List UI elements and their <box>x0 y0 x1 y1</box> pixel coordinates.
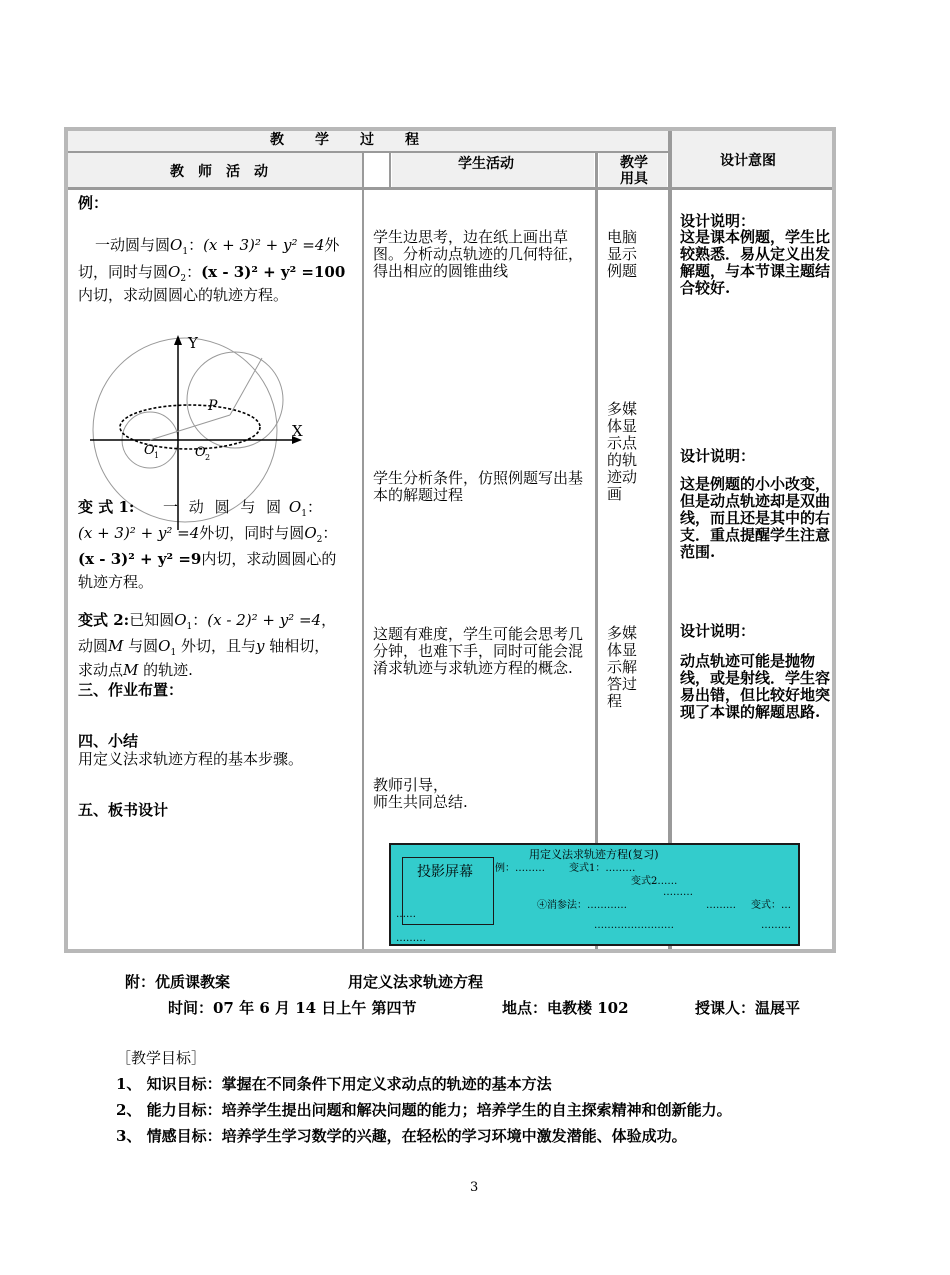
goal-1: 1、 知识目标：掌握在不同条件下用定义求动点的轨迹的基本方法 <box>116 1075 552 1093</box>
example-circle2: (x - 3)² + y² =100 <box>201 263 346 281</box>
board-dots2: ……… <box>706 900 736 911</box>
goal-2: 2、 能力目标：培养学生提出问题和解决问题的能力；培养学生的自主探索精神和创新能力。 <box>116 1101 732 1119</box>
p-label: P <box>208 398 218 414</box>
center-line <box>150 415 230 440</box>
header-teacher: 教 师 活 动 <box>170 164 268 180</box>
o1-sub: 1 <box>154 451 160 460</box>
tools-2: 多媒 体显 示点 的轨 迹动 画 <box>607 400 638 503</box>
student-activity-1: 学生边思考，边在纸上画出草图。分析动点轨迹的几何特征，得出相应的圆锥曲线 <box>373 228 584 280</box>
variant2-line1: 变式 2:已知圆$O_1$：(x - 2)² + y² =4， <box>78 611 337 632</box>
appendix-title: 用定义法求轨迹方程 <box>348 973 484 991</box>
projection-screen <box>402 857 494 925</box>
goal-3: 3、 情感目标：培养学生学习数学的兴趣，在轻松的学习环境中激发潜能、体验成功。 <box>116 1127 687 1145</box>
intent-2-text: 这是例题的小小改变，但是动点轨迹却是双曲线，而且还是其中的右支．重点提醒学生注意范围. <box>680 475 831 561</box>
variant2-line3: 求动点M 的轨迹. <box>78 661 193 679</box>
board-dots6: ……… <box>396 933 426 944</box>
board-dots1: ……… <box>663 887 693 898</box>
lesson-place: 地点：电教楼 102 <box>502 999 629 1017</box>
appendix-label: 附：优质课教案 <box>125 973 231 991</box>
variant1-line2: (x + 3)² + y² =4外切，同时与圆$O_2$： <box>78 524 338 545</box>
summary-text: 用定义法求轨迹方程的基本步骤。 <box>78 750 304 768</box>
board-dots4: ……… <box>761 920 791 931</box>
board-dots5: …… <box>396 909 416 920</box>
board-panel-title: 用定义法求轨迹方程(复习) <box>529 848 659 861</box>
tools-1: 电脑 显示 例题 <box>607 228 638 280</box>
variant1-line4: 轨迹方程。 <box>78 573 154 591</box>
intent-2-title: 设计说明： <box>680 447 756 465</box>
header-intent: 设计意图 <box>720 153 776 169</box>
page-number: 3 <box>470 1180 479 1195</box>
variant1-line1: 变 式 1: 一 动 圆 与 圆 $O_1$： <box>78 498 322 519</box>
variant1-line3: (x - 3)² + y² =9内切，求动圆圆心的 <box>78 550 337 568</box>
o1-label: O <box>144 443 155 458</box>
summary-title: 四、小结 <box>78 732 139 750</box>
board-v2: 变式2…… <box>631 876 678 887</box>
variant2-line2: 动圆M 与圆$O_1$ 外切，且与y 轴相切， <box>78 637 330 658</box>
header-tools: 教学 用具 <box>620 155 648 187</box>
header-student: 学生活动 <box>458 156 514 172</box>
board-v1: 变式1：……… <box>569 863 636 874</box>
o2-sub: 2 <box>205 453 211 462</box>
board-dots3: …………………… <box>594 920 674 931</box>
example-line2: 切，同时与圆$O_2$：(x - 3)² + y² =100 <box>78 263 346 284</box>
board-ex: 例：……… <box>495 863 545 874</box>
example-circle1: (x + 3)² + y² =4 <box>203 236 325 254</box>
homework-title: 三、作业布置： <box>78 681 184 699</box>
goals-title: ［教学目标］ <box>116 1049 207 1067</box>
projection-screen-label: 投影屏幕 <box>417 864 473 880</box>
radius-line <box>230 358 262 415</box>
student-activity-3: 这题有难度，学生可能会思考几分钟，也难下手，同时可能会混淆求轨迹与求轨迹方程的概念. <box>373 625 584 677</box>
board-v3: 变式：… <box>751 900 791 911</box>
intent-3-title: 设计说明： <box>680 622 756 640</box>
example-line3: 内切，求动圆圆心的轨迹方程。 <box>78 286 289 304</box>
intent-3-text: 动点轨迹可能是抛物线，或是射线．学生容易出错，但比较好地突现了本课的解题思路. <box>680 652 831 721</box>
student-activity-2: 学生分析条件，仿照例题写出基本的解题过程 <box>373 469 584 504</box>
x-label: X <box>292 422 303 440</box>
intent-1-title: 设计说明： <box>680 212 756 230</box>
board-elim: ④消参法：………… <box>537 900 627 911</box>
board-title: 五、板书设计 <box>78 801 169 819</box>
y-label: Y <box>188 334 198 352</box>
lesson-time: 时间：07 年 6 月 14 日上午 第四节 <box>168 999 417 1017</box>
tools-3: 多媒 体显 示解 答过 程 <box>607 624 638 710</box>
example-line1: 一动圆与圆$O_1$：(x + 3)² + y² =4外 <box>95 236 340 257</box>
intent-1-text: 这是课本例题，学生比较熟悉．易从定义出发解题，与本节课主题结合较好. <box>680 228 831 297</box>
student-activity-4: 教师引导， 师生共同总结. <box>373 776 468 811</box>
o2-label: O <box>195 445 206 460</box>
lesson-teacher: 授课人：温展平 <box>695 999 801 1017</box>
y-axis-arrow-icon <box>174 335 182 345</box>
header-process: 教 学 过 程 <box>270 132 420 148</box>
example-label: 例： <box>78 194 109 212</box>
